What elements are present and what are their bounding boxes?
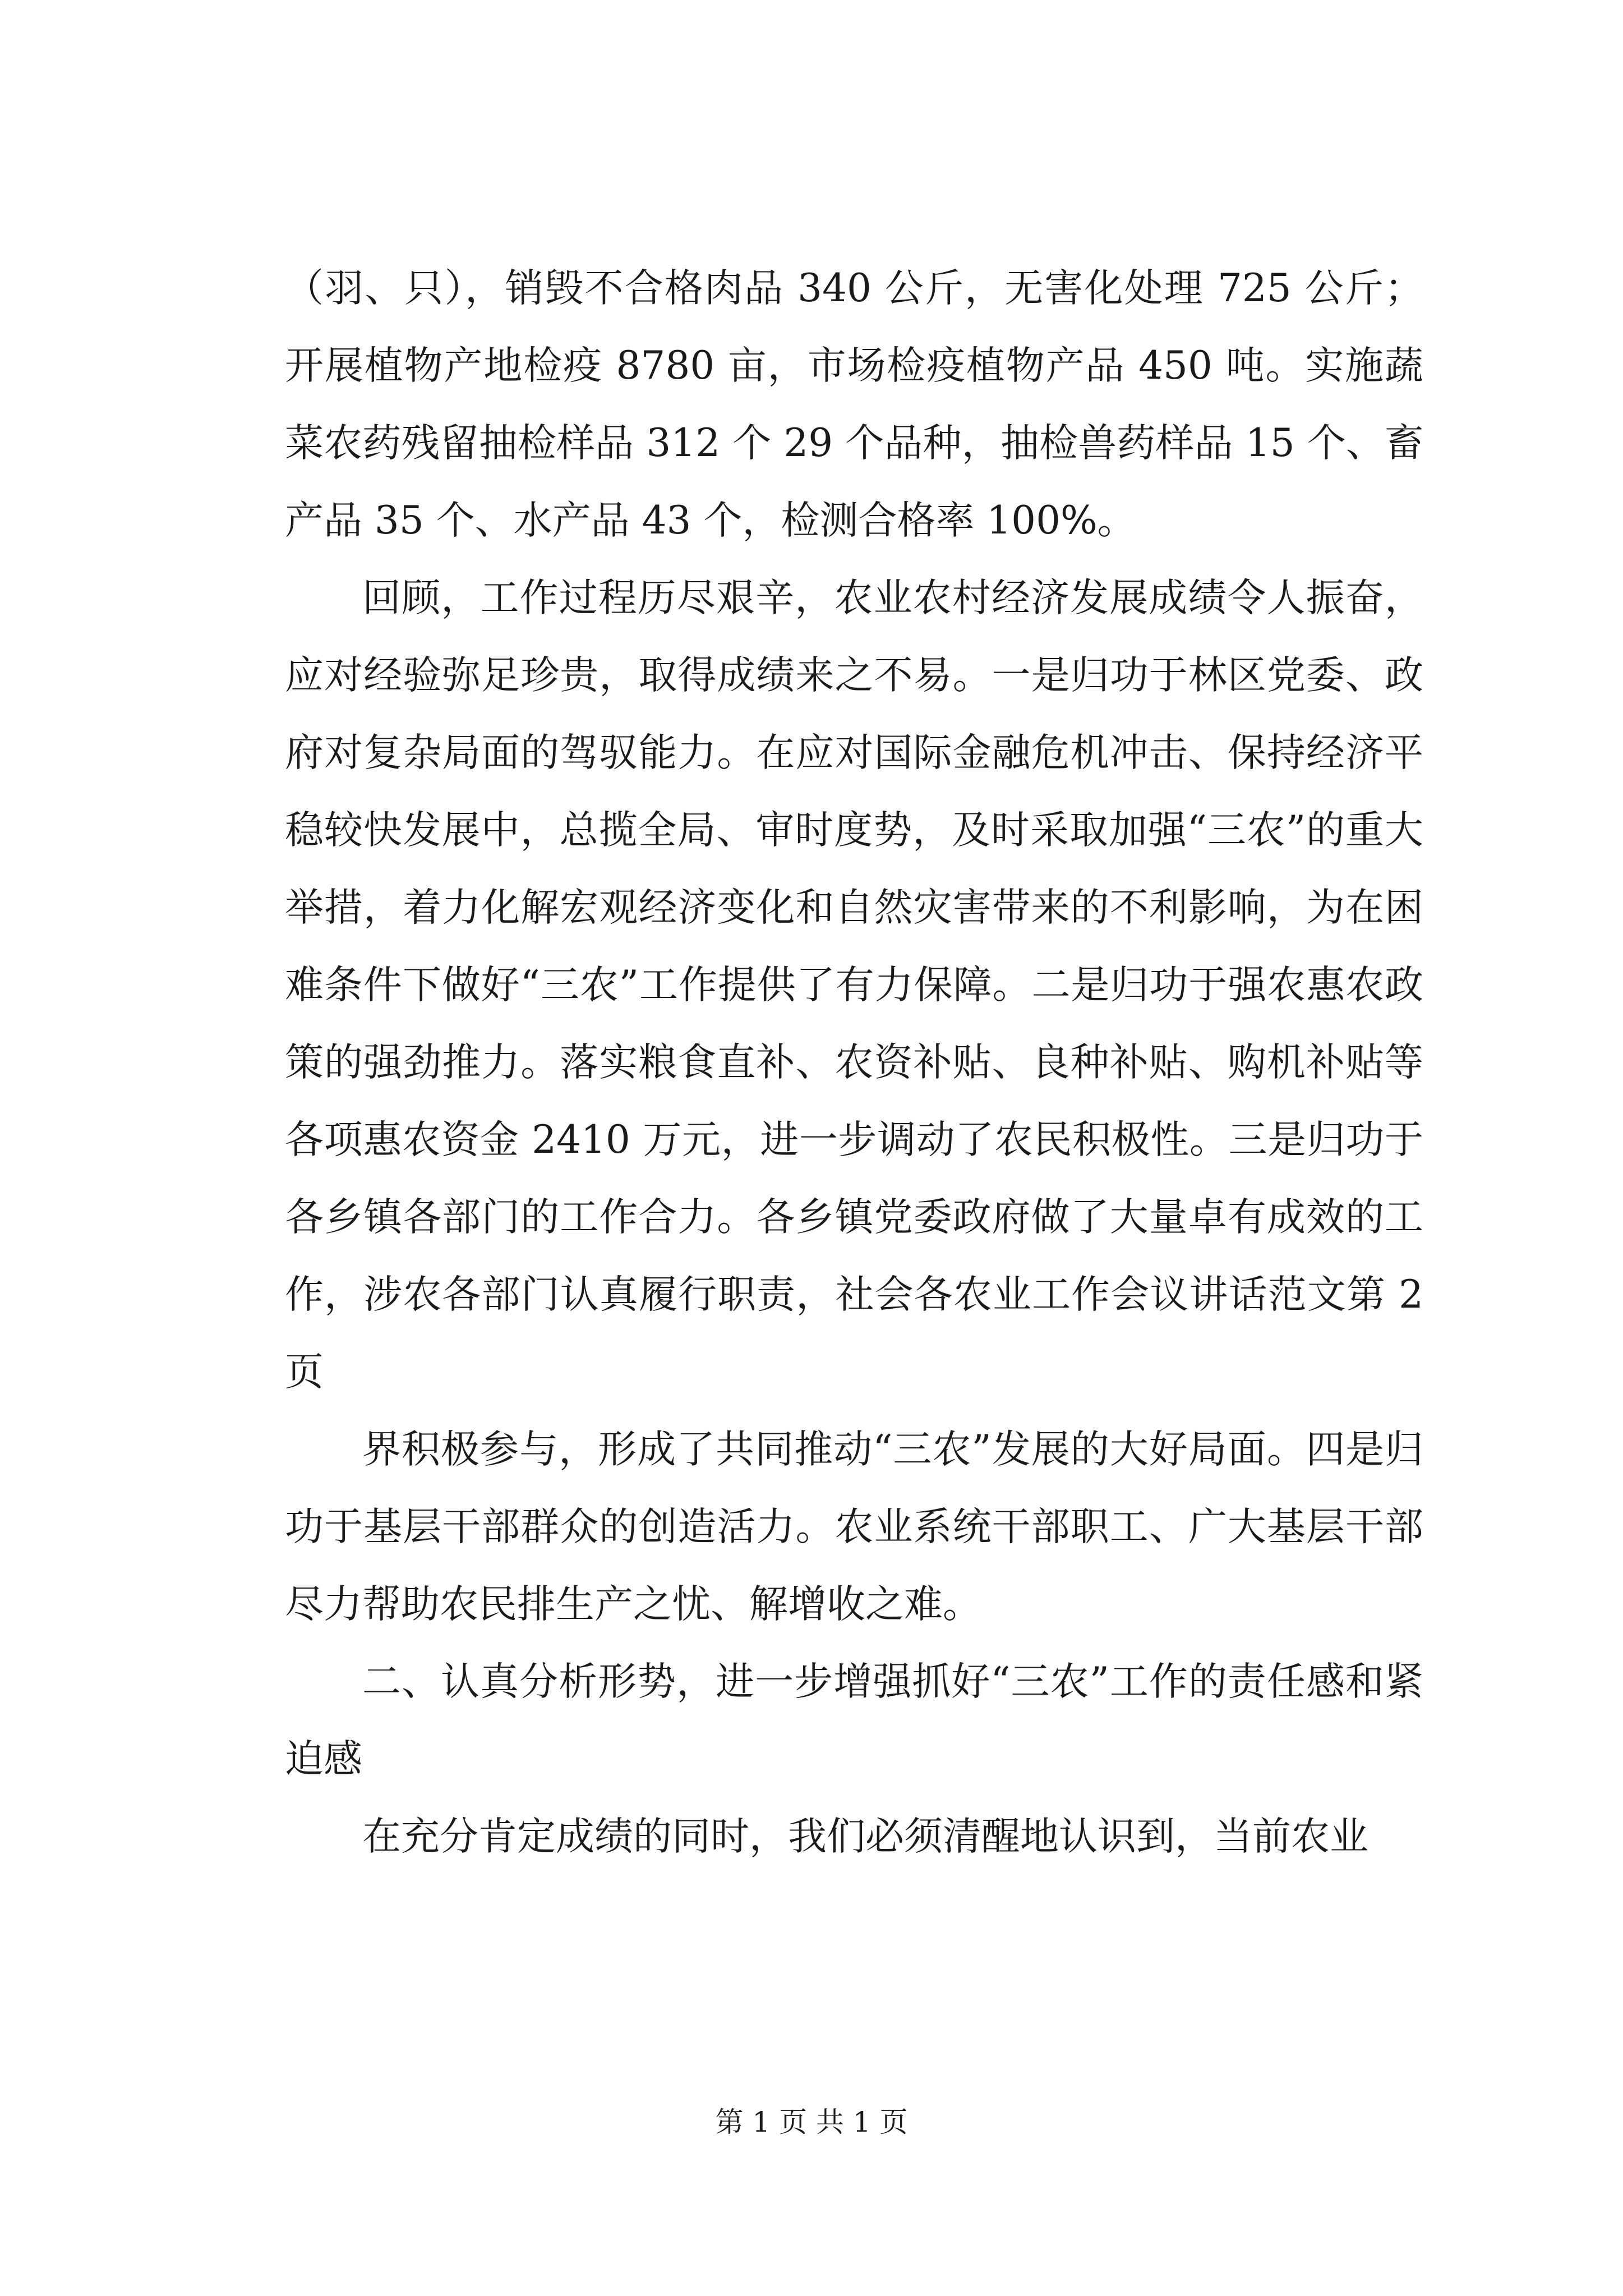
section-heading: 二、认真分析形势，进一步增强抓好“三农”工作的责任感和紧迫感 xyxy=(285,1659,1423,1782)
document-body xyxy=(285,250,1423,1875)
paragraph-4: 在充分肯定成绩的同时，我们必须清醒地认识到，当前农业 xyxy=(362,1814,1368,1859)
paragraph-1: （羽、只），销毁不合格肉品 340 公斤，无害化处理 725 公斤；开展植物产地检疫 8780 亩，市场检疫植物产品 450 吨。实施蔬菜农药残留抽检样品 312 个 29 个品种，抽检兽药样品 15 个、畜产品 35 个、水产品 43 个，检测合格率 100%。 xyxy=(285,266,1423,543)
paragraph-3: 界积极参与，形成了共同推动“三农”发展的大好局面。四是归功于基层干部群众的创造活力。农业系统干部职工、广大基层干部尽力帮助农民排生产之忧、解增收之难。 xyxy=(285,1427,1423,1627)
paragraph-2: 回顾，工作过程历尽艰辛，农业农村经济发展成绩令人振奋，应对经验弥足珍贵，取得成绩来之不易。一是归功于林区党委、政府对复杂局面的驾驭能力。在应对国际金融危机冲击、保持经济平稳较快发展中，总揽全局、审时度势，及时采取加强“三农”的重大举措，着力化解宏观经济变化和自然灾害带来的不利影响，为在困难条件下做好“三农”工作提供了有力保障。二是归功于强农惠农政策的强劲推力。落实粮食直补、农资补贴、良种补贴、购机补贴等各项惠农资金 2410 万元，进一步调动了农民积极性。三是归功于各乡镇各部门的工作合力。各乡镇党委政府做了大量卓有成效的工作，涉农各部门认真履行职责，社会各农业工作会议讲话范文第 2 页 xyxy=(285,576,1423,1395)
page-footer: 第 1 页 共 1 页 xyxy=(715,2106,908,2138)
